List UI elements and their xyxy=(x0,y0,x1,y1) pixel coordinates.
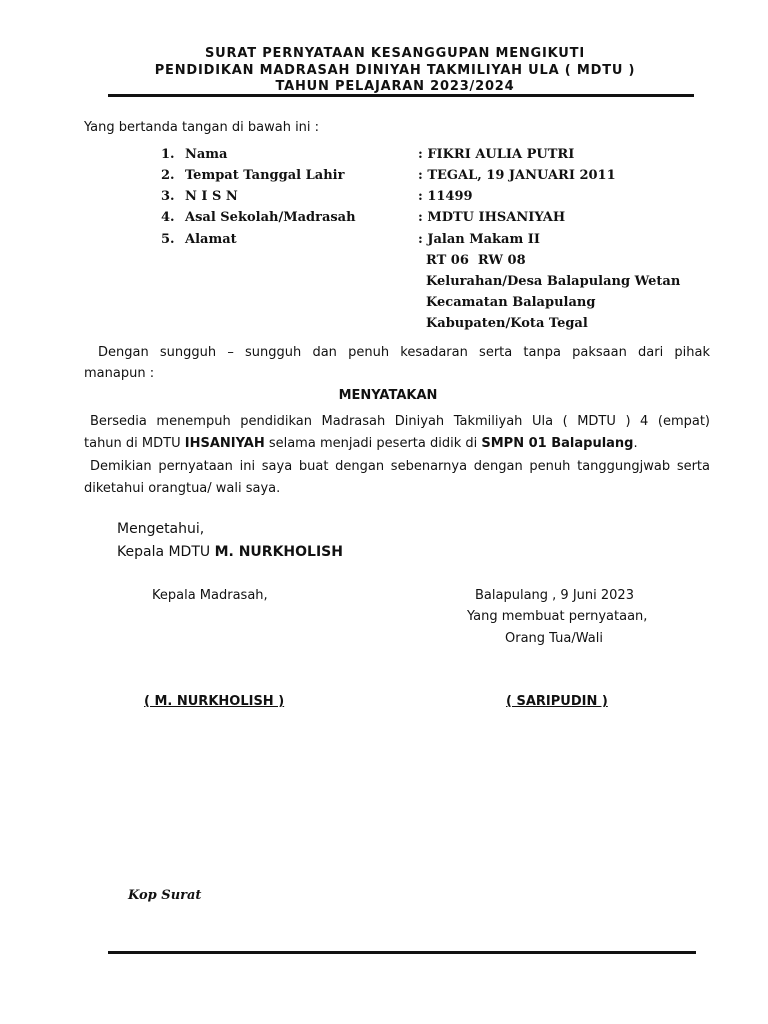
left-signature-title: Kepala Madrasah, xyxy=(152,588,268,603)
address-line: Kelurahan/Desa Balapulang Wetan xyxy=(426,274,681,289)
field-value-alamat: : Jalan Makam II xyxy=(418,232,540,247)
place-date: Balapulang , 9 Juni 2023 xyxy=(475,588,634,603)
field-number: 2. xyxy=(161,168,175,183)
kepala-prefix: Kepala MDTU xyxy=(117,544,215,560)
footer-rule xyxy=(108,951,696,954)
address-line: RT 06 RW 08 xyxy=(426,253,526,268)
p1-text-e: . xyxy=(633,436,638,451)
paragraph2-line2: diketahui orangtua/ wali saya. xyxy=(84,481,281,496)
field-number: 3. xyxy=(161,189,175,204)
school-name: SMPN 01 Balapulang xyxy=(481,436,634,451)
intro-text: Yang bertanda tangan di bawah ini : xyxy=(84,120,320,135)
mdtu-name: IHSANIYAH xyxy=(184,436,265,451)
doc-title-line1: SURAT PERNYATAAN KESANGGUPAN MENGIKUTI xyxy=(205,46,585,61)
kop-surat-label: Kop Surat xyxy=(128,888,202,903)
field-value-nisn: : 11499 xyxy=(418,189,473,204)
field-label-ttl: Tempat Tanggal Lahir xyxy=(185,168,345,183)
p1-text-c: selama menjadi peserta didik di xyxy=(264,436,482,451)
kepala-name: M. NURKHOLISH xyxy=(214,544,343,560)
right-signature-subtitle: Orang Tua/Wali xyxy=(505,631,603,646)
statement-line2: manapun : xyxy=(84,366,155,381)
field-number: 4. xyxy=(161,210,175,225)
header-rule xyxy=(108,94,694,97)
paragraph1-line1: Bersedia menempuh pendidikan Madrasah Diniyah Takmiliyah Ula ( MDTU ) 4 (empat) xyxy=(90,414,710,429)
address-line: Kecamatan Balapulang xyxy=(426,295,596,310)
field-number: 1. xyxy=(161,147,175,162)
right-signer-name: ( SARIPUDIN ) xyxy=(506,694,608,709)
p1-text-a: tahun di MDTU xyxy=(84,436,185,451)
paragraph1-line2 xyxy=(84,436,638,451)
kepala-mdtu-line xyxy=(117,544,343,560)
field-value-asal-sekolah: : MDTU IHSANIYAH xyxy=(418,210,566,225)
paragraph2-line1: Demikian pernyataan ini saya buat dengan sebenarnya dengan penuh tanggungjwab serta xyxy=(90,459,710,474)
field-number: 5. xyxy=(161,232,175,247)
statement-line1: Dengan sungguh – sungguh dan penuh kesadaran serta tanpa paksaan dari pihak xyxy=(98,345,710,360)
field-label-nama: Nama xyxy=(185,147,228,162)
address-line: Kabupaten/Kota Tegal xyxy=(426,316,588,331)
right-signature-title: Yang membuat pernyataan, xyxy=(467,609,648,624)
doc-title-line2: PENDIDIKAN MADRASAH DINIYAH TAKMILIYAH ULA ( MDTU ) xyxy=(154,63,636,78)
field-value-nama: : FIKRI AULIA PUTRI xyxy=(418,147,575,162)
left-signer-name: ( M. NURKHOLISH ) xyxy=(144,694,285,709)
field-label-nisn: N I S N xyxy=(185,189,238,204)
statement-heading: MENYATAKAN xyxy=(338,388,438,403)
doc-title-line3: TAHUN PELAJARAN 2023/2024 xyxy=(275,79,515,94)
field-label-alamat: Alamat xyxy=(185,232,237,247)
field-label-asal-sekolah: Asal Sekolah/Madrasah xyxy=(185,210,356,225)
mengetahui-text: Mengetahui, xyxy=(117,521,205,537)
field-value-ttl: : TEGAL, 19 JANUARI 2011 xyxy=(418,168,616,183)
